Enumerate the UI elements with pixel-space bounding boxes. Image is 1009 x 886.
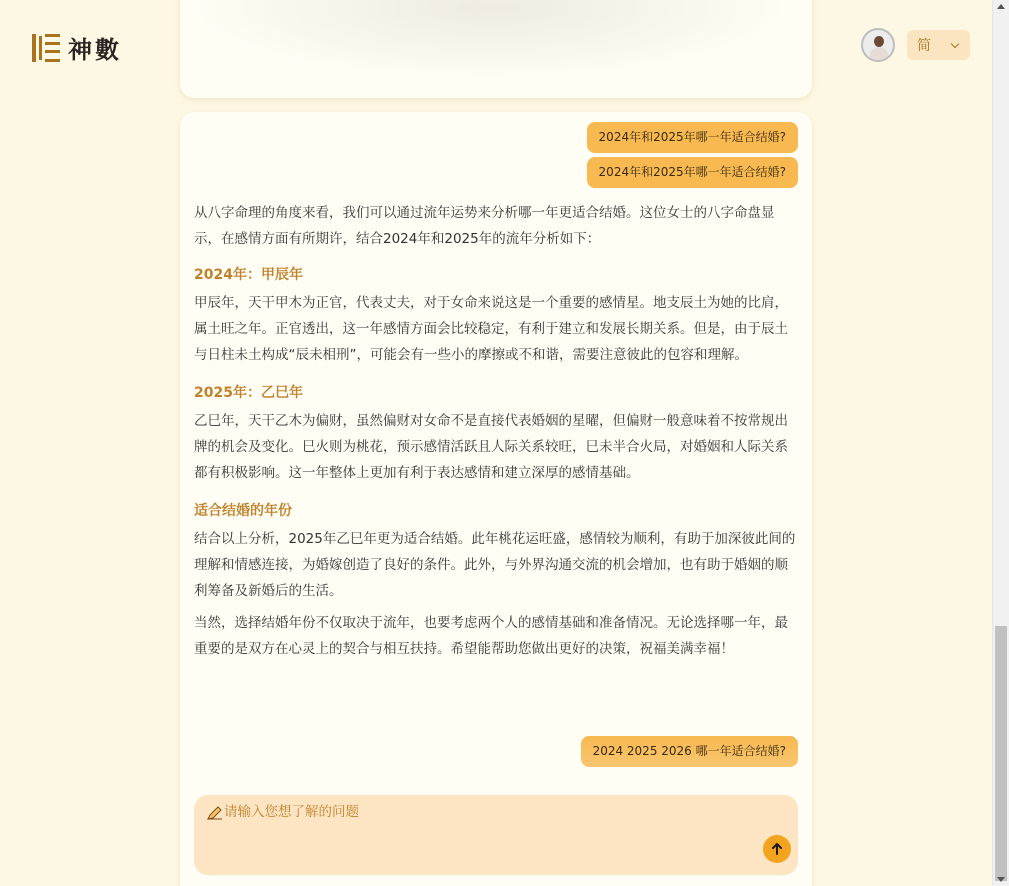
chevron-down-icon bbox=[951, 39, 959, 47]
brand-logo[interactable] bbox=[32, 30, 122, 65]
answer-paragraph-best-year: 结合以上分析，2025年乙巳年更为适合结婚。此年桃花运旺盛，感情较为顺利，有助于加深彼此间的理解和情感连接，为婚嫁创造了良好的条件。此外，与外界沟通交流的机会增加，也有助于婚姻的顺利筹备及新婚后的生活。 bbox=[194, 531, 796, 599]
blurred-content bbox=[190, 0, 790, 80]
arrow-up-icon bbox=[770, 842, 784, 856]
user-avatar[interactable] bbox=[861, 28, 895, 62]
scroll-up-icon[interactable] bbox=[997, 4, 1005, 9]
avatar-head bbox=[874, 36, 884, 47]
answer-heading-2025: 2025年：乙巳年 bbox=[194, 385, 303, 401]
answer-outro: 当然，选择结婚年份不仅取决于流年，也要考虑两个人的感情基础和准备情况。无论选择哪一年，最重要的是双方在心灵上的契合与相互扶持。希望能帮助您做出更好的决策，祝福美满幸福！ bbox=[194, 615, 788, 657]
send-button[interactable] bbox=[763, 835, 791, 863]
scroll-down-icon[interactable] bbox=[997, 877, 1005, 882]
user-message-bubble: 2024年和2025年哪一年适合结婚? bbox=[587, 122, 798, 153]
assistant-answer bbox=[194, 200, 798, 662]
page-scrollbar[interactable] bbox=[992, 0, 1009, 886]
answer-paragraph-2024: 甲辰年，天干甲木为正官，代表丈夫，对于女命来说这是一个重要的感情星。地支辰土为她的比肩，属土旺之年。正官透出，这一年感情方面会比较稳定，有利于建立和发展长期关系。但是，由于辰土与日柱未土构成“辰未相刑”，可能会有一些小的摩擦或不和谐，需要注意彼此的包容和理解。 bbox=[194, 295, 788, 363]
question-input[interactable] bbox=[224, 801, 764, 823]
chat-panel bbox=[180, 112, 812, 886]
avatar-body bbox=[870, 47, 888, 62]
language-select[interactable] bbox=[907, 30, 970, 60]
answer-intro: 从八字命理的角度来看，我们可以通过流年运势来分析哪一年更适合结婚。这位女士的八字命盘显示，在感情方面有所期许，结合2024年和2025年的流年分析如下： bbox=[194, 205, 775, 247]
previous-card bbox=[180, 0, 812, 98]
user-message-bubble: 2024 2025 2026 哪一年适合结婚? bbox=[581, 736, 798, 767]
answer-heading-2024: 2024年：甲辰年 bbox=[194, 267, 303, 283]
brand-logo-icon bbox=[32, 34, 60, 62]
brand-name: 神數 bbox=[68, 35, 122, 64]
language-label: 简 bbox=[917, 38, 931, 54]
user-message-bubble: 2024年和2025年哪一年适合结婚? bbox=[587, 157, 798, 188]
answer-paragraph-2025: 乙巳年，天干乙木为偏财，虽然偏财对女命不是直接代表婚姻的星曜，但偏财一般意味着不按常规出牌的机会及变化。巳火则为桃花，预示感情活跃且人际关系较旺，巳未半合火局，对婚姻和人际关系都有积极影响。这一年整体上更加有利于表达感情和建立深厚的感情基础。 bbox=[194, 413, 788, 481]
pencil-icon bbox=[207, 806, 223, 820]
scrollbar-thumb[interactable] bbox=[995, 626, 1007, 881]
answer-heading-best-year: 适合结婚的年份 bbox=[194, 503, 292, 519]
message-composer bbox=[194, 795, 798, 875]
